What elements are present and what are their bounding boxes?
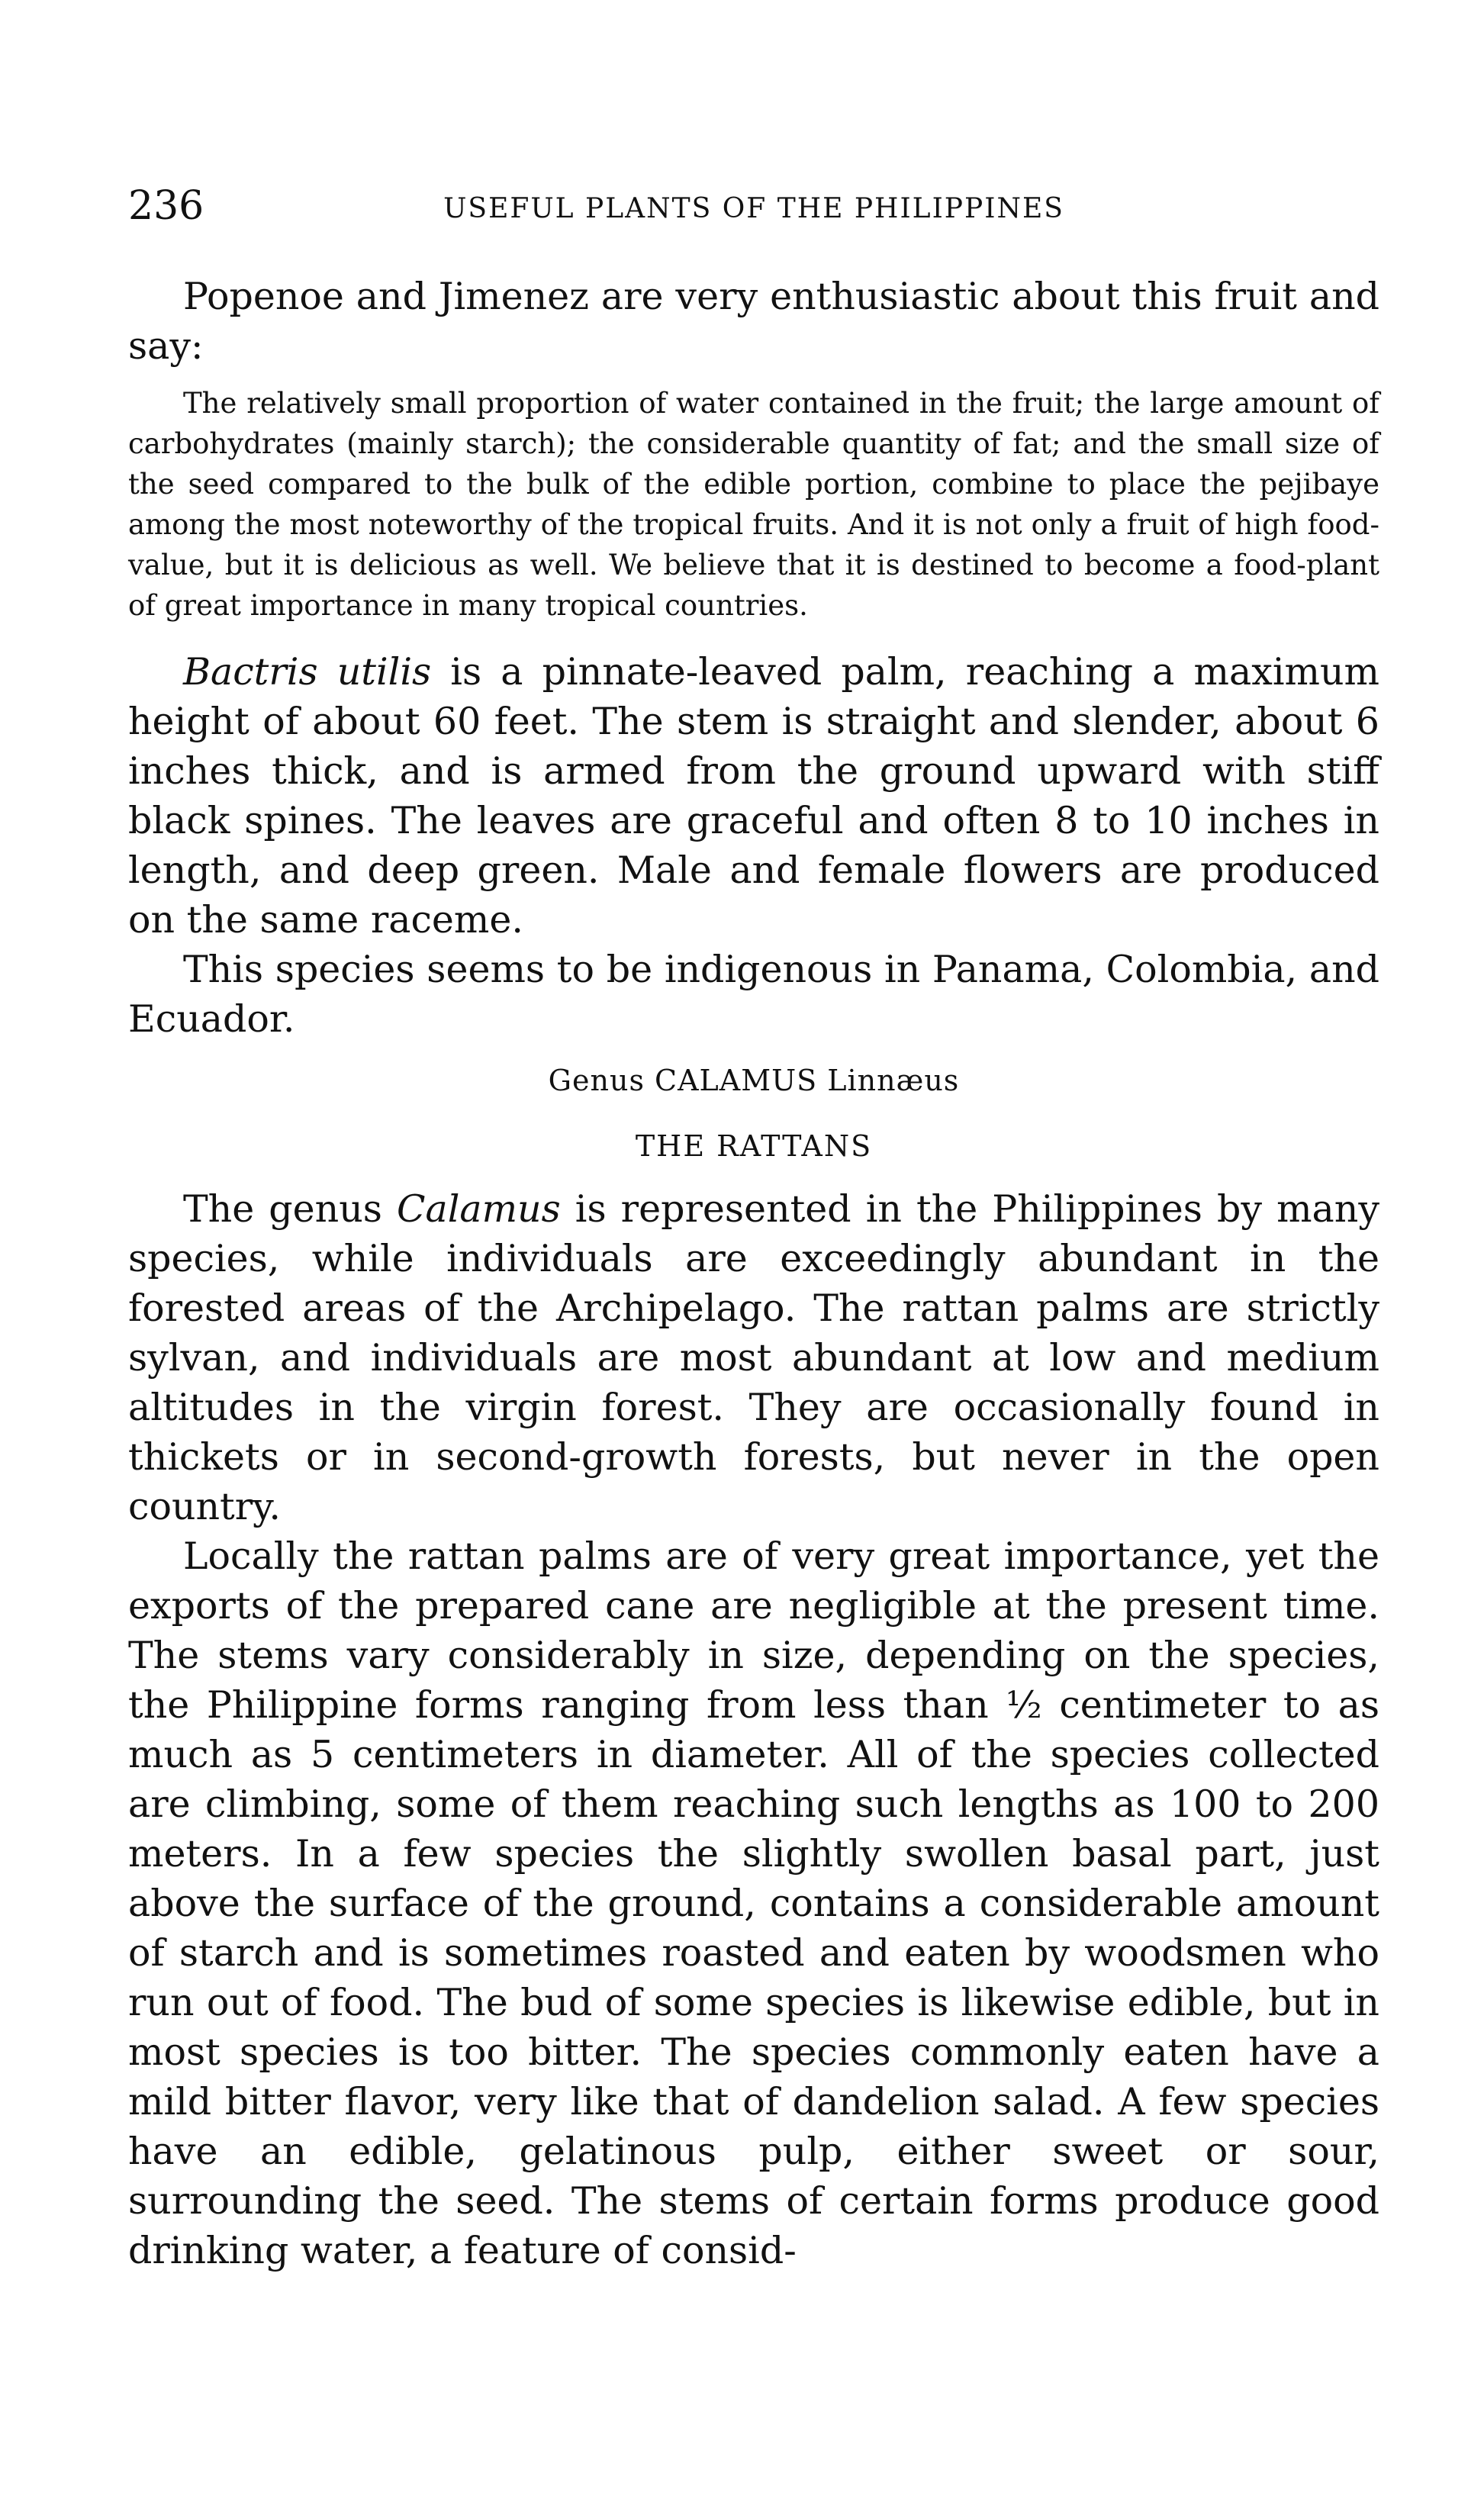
- running-title: USEFUL PLANTS OF THE PHILIPPINES: [443, 193, 1064, 224]
- intro-paragraph: Popenoe and Jimenez are very enthusiastic about this fruit and say:: [128, 275, 1379, 368]
- calamus-description: is represented in the Philippines by many species, while individuals are exceedingly abundant in the forested areas of the Archipelago. The rattan palms are strictly sylvan, and individuals are most abundant at low and medium altitudes in the virgin forest. They are occasionally found in thickets or in second-growth forests, but never in the open country.: [128, 1187, 1379, 1528]
- section-heading: THE RATTANS: [635, 1129, 873, 1163]
- genus-heading: Genus CALAMUS Linnæus: [548, 1064, 960, 1097]
- distribution-paragraph: This species seems to be indigenous in Panama, Colombia, and Ecuador.: [128, 948, 1379, 1041]
- block-quote: The relatively small proportion of water contained in the fruit; the large amount of carbohydrates (mainly starch); the considerable quantity of fat; and the small size of the seed compared to the bulk of the edible portion, combine to place the pejibaye among the most noteworthy of the tropical fruits. And it is not only a fruit of high food-value, but it is delicious as well. We believe that it is destined to become a food-plant of great importance in many tropical countries.: [128, 387, 1379, 622]
- genus-name: Calamus: [396, 1187, 561, 1231]
- page-number: 236: [128, 183, 204, 229]
- species-name: Bactris utilis: [183, 650, 432, 694]
- bactris-description: is a pinnate-leaved palm, reaching a maximum height of about 60 feet. The stem is straight and slender, about 6 inches thick, and is armed from the ground upward with stiff black spines. The leaves are graceful and often 8 to 10 inches in length, and deep green. Male and female flowers are produced on the same raceme.: [128, 650, 1379, 942]
- calamus-lead: The genus: [183, 1187, 397, 1231]
- bactris-paragraph: [128, 647, 1379, 945]
- rattan-uses-paragraph: Locally the rattan palms are of very great importance, yet the exports of the prepared cane are negligible at the present time. The stems vary considerably in size, depending on the species, the Philippine forms ranging from less than ½ centimeter to as much as 5 centimeters in diameter. All of the species collected are climbing, some of them reaching such lengths as 100 to 200 meters. In a few species the slightly swollen basal part, just above the surface of the ground, contains a considerable amount of starch and is sometimes roasted and eaten by woodsmen who run out of food. The bud of some species is likewise edible, but in most species is too bitter. The species commonly eaten have a mild bitter flavor, very like that of dandelion salad. A few species have an edible, gelatinous pulp, either sweet or sour, surrounding the seed. The stems of certain forms produce good drinking water, a feature of consid-: [128, 1534, 1379, 2272]
- running-head: [128, 183, 1379, 244]
- calamus-paragraph: [128, 1184, 1379, 1531]
- book-page: [128, 183, 1379, 2275]
